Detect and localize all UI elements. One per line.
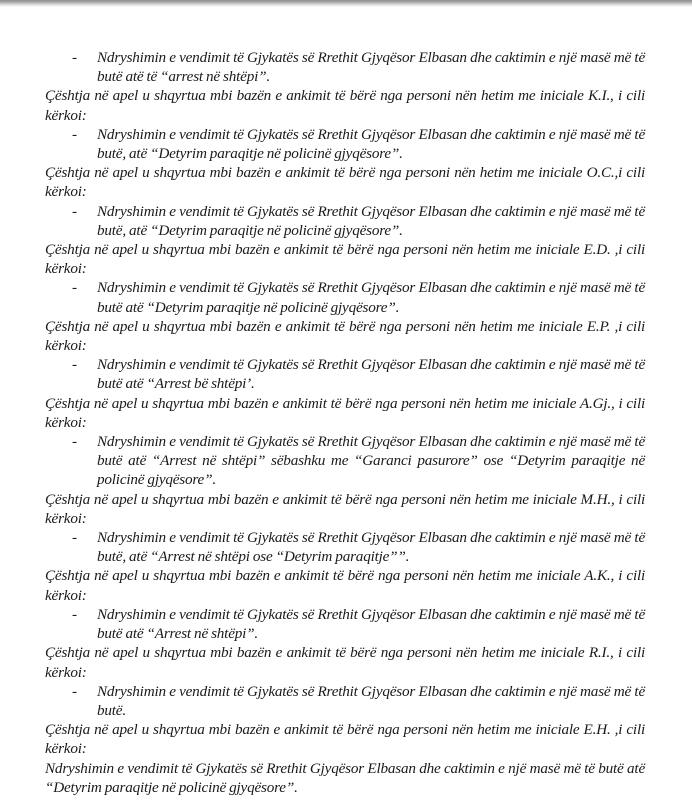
paragraph: Çështja në apel u shqyrtua mbi bazën e ankimit të bërë nga personi nën hetim me iniciale A.K., i cili kërkoi: bbox=[45, 567, 645, 604]
bullet-dash: - bbox=[72, 433, 77, 451]
bullet-item bbox=[72, 355, 645, 393]
paragraph: Çështja në apel u shqyrtua mbi bazën e ankimit të bërë nga personi nën hetim me iniciale E.H. ,i cili kërkoi: bbox=[45, 721, 645, 758]
bullet-dash: - bbox=[72, 49, 77, 66]
paragraph: Çështja në apel u shqyrtua mbi bazën e ankimit të bërë nga personi nën hetim me iniciale M.H., i cili kërkoi: bbox=[45, 490, 645, 527]
bullet-item bbox=[72, 528, 645, 566]
bullet-dash: - bbox=[72, 605, 77, 623]
bullet-dash: - bbox=[72, 202, 77, 220]
bullet-text: Ndryshimin e vendimit të Gjykatës së Rrethit Gjyqësor Elbasan dhe caktimin e një masë më të butë. bbox=[97, 682, 645, 719]
bullet-dash: - bbox=[72, 125, 77, 143]
bullet-item bbox=[72, 682, 645, 720]
bullet-item bbox=[72, 125, 645, 163]
bullet-dash: - bbox=[72, 529, 77, 547]
window-top-edge bbox=[0, 0, 692, 7]
bullet-dash: - bbox=[72, 682, 77, 700]
bullet-dash: - bbox=[72, 279, 77, 297]
paragraph: Çështja në apel u shqyrtua mbi bazën e ankimit të bërë nga personi nën hetim me iniciale R.I., i cili kërkoi: bbox=[45, 644, 645, 681]
paragraph: Çështja në apel u shqyrtua mbi bazën e ankimit të bërë nga personi nën hetim me iniciale E.P. ,i cili kërkoi: bbox=[45, 317, 645, 355]
bullet-dash: - bbox=[72, 356, 77, 374]
bullet-text: Ndryshimin e vendimit të Gjykatës së Rrethit Gjyqësor Elbasan dhe caktimin e një masë më të butë atë “Detyrim paraqitje në policinë gjyqësore”. bbox=[97, 279, 645, 316]
paragraph: Çështja në apel u shqyrtua mbi bazën e ankimit të bërë nga personi nën hetim me iniciale A.Gj., i cili kërkoi: bbox=[45, 394, 645, 431]
bullet-item bbox=[72, 432, 645, 490]
bullet-text: Ndryshimin e vendimit të Gjykatës së Rrethit Gjyqësor Elbasan dhe caktimin e një masë më të butë atë “Arrest në shtëpi” sëbashku me “Garanci pasurore” ose “Detyrim paraqitje në policinë gjyqësore”. bbox=[97, 433, 645, 489]
bullet-text: Ndryshimin e vendimit të Gjykatës së Rrethit Gjyqësor Elbasan dhe caktimin e një masë më të butë, atë “Detyrim paraqitje në policinë gjyqësore”. bbox=[97, 125, 645, 163]
paragraph: Çështja në apel u shqyrtua mbi bazën e ankimit të bërë nga personi nën hetim me iniciale E.D. ,i cili kërkoi: bbox=[45, 241, 645, 278]
bullet-item bbox=[72, 202, 645, 240]
bullet-text: Ndryshimin e vendimit të Gjykatës së Rrethit Gjyqësor Elbasan dhe caktimin e një masë më të butë atë “Arrest bë shtëpi’. bbox=[97, 356, 645, 393]
paragraph: Çështja në apel u shqyrtua mbi bazën e ankimit të bërë nga personi nën hetim me iniciale K.I., i cili kërkoi: bbox=[45, 87, 645, 124]
bullet-text: Ndryshimin e vendimit të Gjykatës së Rrethit Gjyqësor Elbasan dhe caktimin e një masë më të butë, atë “Detyrim paraqitje në policinë gjyqësore”. bbox=[97, 202, 645, 239]
bullet-item bbox=[72, 605, 645, 643]
bullet-item bbox=[72, 48, 645, 86]
bullet-text: Ndryshimin e vendimit të Gjykatës së Rrethit Gjyqësor Elbasan dhe caktimin e një masë më të butë atë “Arrest në shtëpi”. bbox=[97, 605, 645, 643]
document-page bbox=[0, 7, 692, 797]
paragraph: Çështja në apel u shqyrtua mbi bazën e ankimit të bërë nga personi nën hetim me iniciale O.C.,i cili kërkoi: bbox=[45, 164, 645, 201]
bullet-item bbox=[72, 278, 645, 316]
bullet-text: Ndryshimin e vendimit të Gjykatës së Rrethit Gjyqësor Elbasan dhe caktimin e një masë më të butë, atë “Arrest në shtëpi ose “Detyrim paraqitje””. bbox=[97, 529, 645, 566]
paragraph: Ndryshimin e vendimit të Gjykatës së Rrethit Gjyqësor Elbasan dhe caktimin e një masë më të butë atë “Detyrim paraqitje në policinë gjyqësore”. bbox=[45, 759, 645, 796]
bullet-text: Ndryshimin e vendimit të Gjykatës së Rrethit Gjyqësor Elbasan dhe caktimin e një masë më të butë atë të “arrest në shtëpi”. bbox=[97, 49, 645, 86]
